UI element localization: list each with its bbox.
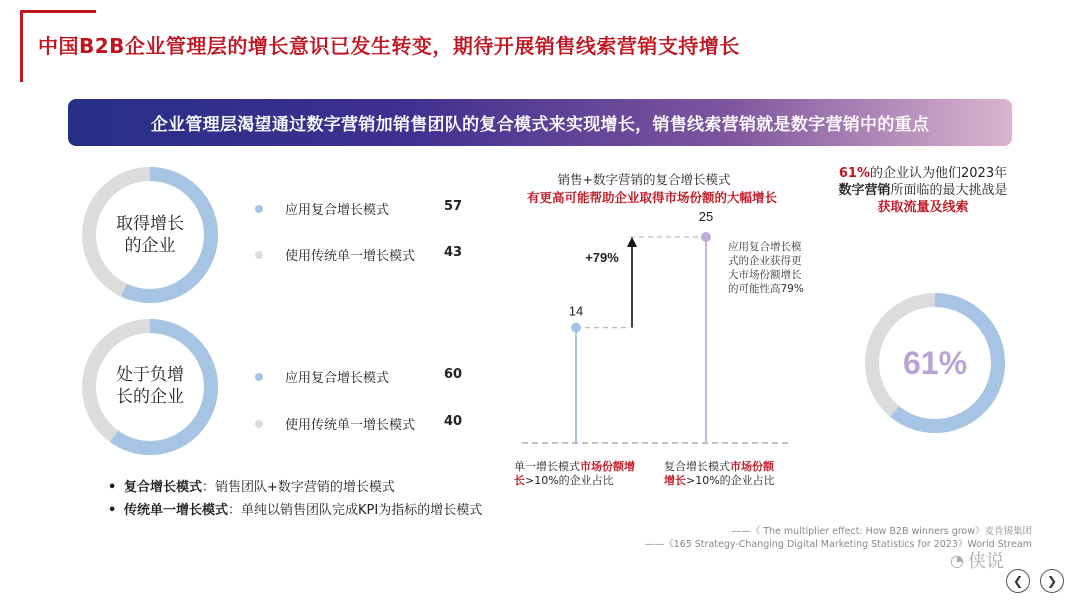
category-label-part: >10%的企业占比 <box>686 474 775 487</box>
category-label-composite <box>664 460 792 488</box>
legend-item-traditional <box>255 245 415 264</box>
donut-decline-label-line1: 处于负增 <box>116 365 184 385</box>
category-label-part: >10%的企业占比 <box>525 474 614 487</box>
legend-value: 43 <box>444 245 463 260</box>
banner-text: 企业管理层渴望通过数字营销加销售团队的复合模式来实现增长，销售线索营销就是数字营销中的重点 <box>150 115 930 135</box>
source-1: ——《 The multiplier effect: How B2B winners grow》麦肯锡集团 <box>731 526 1032 537</box>
legend-item-composite <box>255 367 389 386</box>
watermark <box>950 547 1004 573</box>
legend-label: 应用复合增长模式 <box>285 371 390 386</box>
definition-text: ：单纯以销售团队完成KPI为指标的增长模式 <box>228 503 483 518</box>
category-label-highlight: 增长 <box>664 474 686 487</box>
legend-value: 60 <box>444 367 463 382</box>
bullet-icon: • <box>108 480 117 495</box>
increase-label: +79% <box>585 250 619 265</box>
category-label-part: 复合增长模式 <box>664 460 730 473</box>
definitions <box>108 478 488 524</box>
right-statement <box>812 165 1034 216</box>
definition-item <box>108 501 488 521</box>
category-label-single <box>514 460 642 488</box>
donut-growth-label-line2: 的企业 <box>124 236 176 256</box>
data-label-composite: 25 <box>698 209 714 224</box>
category-label-part: 单一增长模式 <box>514 460 580 473</box>
bullet-icon: • <box>108 503 117 518</box>
chevron-left-icon: ❮ <box>1012 574 1024 588</box>
point-composite <box>701 232 711 242</box>
chart-subtitle: 销售+数字营销的复合增长模式 <box>557 172 731 187</box>
statement-pct: 61% <box>838 166 871 181</box>
chart-highlight: 有更高可能帮助企业取得市场份额的大幅增长 <box>526 190 777 205</box>
chart-annotation: 应用复合增长模式的企业获得更大市场份额增长的可能性高79% <box>728 241 804 295</box>
definition-item <box>108 478 488 498</box>
category-label-highlight: 市场份额 <box>730 460 774 473</box>
legend-label: 使用传统单一增长模式 <box>285 249 416 264</box>
statement-highlight: 获取流量及线索 <box>877 200 969 215</box>
legend-item-composite <box>255 199 389 218</box>
banner <box>68 99 1012 146</box>
increase-arrow-head <box>627 237 637 247</box>
legend-label: 使用传统单一增长模式 <box>285 418 416 433</box>
legend-dot-traditional <box>255 251 263 259</box>
legend-dot-composite <box>255 373 263 381</box>
donut-decline-label-line2: 长的企业 <box>116 387 184 407</box>
page-title: 中国B2B企业管理层的增长意识已发生转变，期待开展销售线索营销支持增长 <box>38 34 740 58</box>
category-label-highlight: 市场份额增 <box>580 460 635 473</box>
definition-term: 复合增长模式 <box>124 480 203 495</box>
statement-bold: 数字营销 <box>838 183 891 198</box>
legend-label: 应用复合增长模式 <box>285 203 390 218</box>
watermark-text: 侠说 <box>967 551 1004 572</box>
lollipop-chart <box>500 195 800 455</box>
legend-item-traditional <box>255 414 415 433</box>
chevron-right-icon: ❯ <box>1046 574 1058 588</box>
legend-dot-composite <box>255 205 263 213</box>
source-2: ——《165 Strategy-Changing Digital Marketing Statistics for 2023》World Stream <box>645 539 1032 550</box>
statement-text: 的企业认为他们2023年 <box>870 166 1008 181</box>
definition-term: 传统单一增长模式 <box>124 503 229 518</box>
next-button[interactable] <box>1040 569 1064 593</box>
legend-value: 40 <box>444 414 463 429</box>
point-single <box>571 323 581 333</box>
donut-growth-label-line1: 取得增长 <box>116 214 184 234</box>
donut-challenge-value: 61% <box>902 345 968 381</box>
donut-growth-label <box>100 213 200 257</box>
legend-value: 57 <box>444 199 463 214</box>
donut-decline-label <box>100 364 200 408</box>
wechat-icon: ◔ <box>950 550 964 570</box>
legend-dot-traditional <box>255 420 263 428</box>
definition-text: ：销售团队+数字营销的增长模式 <box>202 480 395 495</box>
category-label-highlight: 长 <box>514 474 525 487</box>
donut-challenge <box>862 290 1008 436</box>
statement-text: 所面临的最大挑战是 <box>890 183 1008 198</box>
data-label-single: 14 <box>568 303 584 319</box>
prev-button[interactable] <box>1006 569 1030 593</box>
